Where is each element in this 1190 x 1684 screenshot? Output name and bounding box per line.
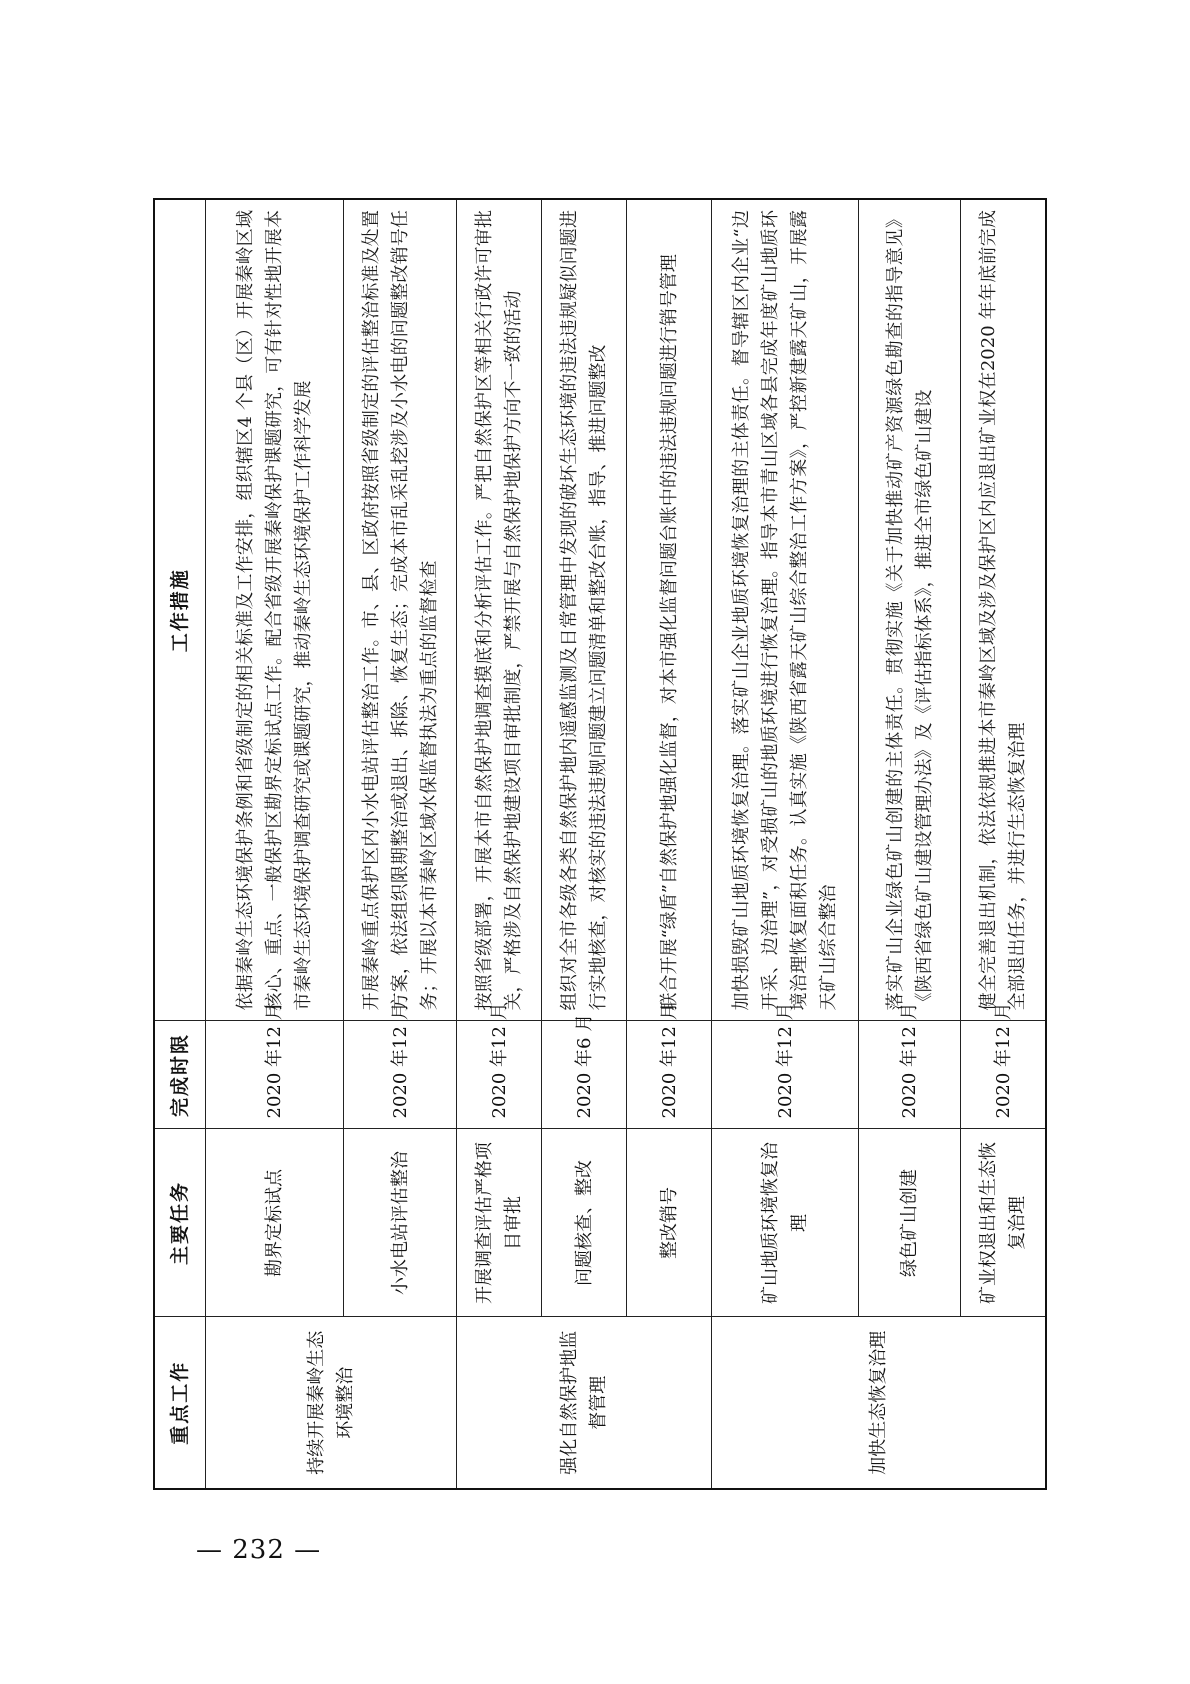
key-work-cell: 加快生态恢复治理 [712, 1317, 1046, 1489]
measure-cell: 联合开展“绿盾”自然保护地强化监督，对本市强化监督问题台账中的违法违规问题进行销号管理 [627, 199, 712, 1021]
table-row [961, 199, 1046, 1489]
header-key-work: 重点工作 [154, 1317, 206, 1489]
table-row [344, 199, 457, 1489]
rotated-table-area [153, 200, 1047, 1490]
task-cell: 开展调查评估严格项目审批 [457, 1129, 542, 1317]
deadline-cell: 2020 年12 月 [344, 1021, 457, 1129]
deadline-cell: 2020 年12 月 [627, 1021, 712, 1129]
task-cell: 矿山地质环境恢复治理 [712, 1129, 859, 1317]
deadline-cell: 2020 年12 月 [961, 1021, 1046, 1129]
table-row [457, 199, 542, 1489]
table-row [206, 199, 344, 1489]
header-task: 主要任务 [154, 1129, 206, 1317]
deadline-cell: 2020 年12 月 [859, 1021, 961, 1129]
measure-cell: 按照省级部署，开展本市自然保护地调查摸底和分析评估工作。严把自然保护区等相关行政许可审批关，严格涉及自然保护地建设项目审批制度，严禁开展与自然保护地保护方向不一致的活动 [457, 199, 542, 1021]
table-row [712, 199, 859, 1489]
measure-cell: 健全完善退出机制，依法依规推进本市秦岭区域及涉及保护区内应退出矿业权在2020 年年底前完成全部退出任务，并进行生态恢复治理 [961, 199, 1046, 1021]
header-row [154, 199, 206, 1489]
header-measures: 工作措施 [154, 199, 206, 1021]
deadline-cell: 2020 年6 月 [542, 1021, 627, 1129]
table-row [542, 199, 627, 1489]
key-work-cell: 持续开展秦岭生态环境整治 [206, 1317, 457, 1489]
table-row [627, 199, 712, 1489]
task-cell: 小水电站评估整治 [344, 1129, 457, 1317]
table-row [859, 199, 961, 1489]
header-deadline: 完成时限 [154, 1021, 206, 1129]
task-cell: 绿色矿山创建 [859, 1129, 961, 1317]
deadline-cell: 2020 年12 月 [712, 1021, 859, 1129]
measure-cell: 组织对全市各级各类自然保护地内遥感监测及日常管理中发现的破坏生态环境的违法违规疑似问题进行实地核查，对核实的违法违规问题建立问题清单和整改台账，指导、推进问题整改 [542, 199, 627, 1021]
table-header [154, 199, 206, 1489]
measure-cell: 加快损毁矿山地质环境恢复治理。落实矿山企业地质环境恢复治理的主体责任。督导辖区内企业“边开采、边治理”，对受损矿山的地质环境进行恢复治理。指导本市青山区域各县完成年度矿山地质环境治理恢复面积任务。认真实施《陕西省露天矿山综合整治工作方案》，严控新建露天矿山，开展露天矿山综合整治 [712, 199, 859, 1021]
page-number: — 232 — [196, 1535, 322, 1565]
task-cell: 勘界定标试点 [206, 1129, 344, 1317]
deadline-cell: 2020 年12 月 [206, 1021, 344, 1129]
table-body [206, 199, 1047, 1489]
task-cell: 整改销号 [627, 1129, 712, 1317]
table-rotator [153, 200, 1047, 1490]
task-cell: 问题核查、整改 [542, 1129, 627, 1317]
key-work-cell: 强化自然保护地监督管理 [457, 1317, 712, 1489]
measure-cell: 落实矿山企业绿色矿山创建的主体责任。贯彻实施《关于加快推动矿产资源绿色勘查的指导意见》《陕西省绿色矿山建设管理办法》及《评估指标体系》，推进全市绿色矿山建设 [859, 199, 961, 1021]
task-cell: 矿业权退出和生态恢复治理 [961, 1129, 1046, 1317]
measure-cell: 开展秦岭重点保护区内小水电站评估整治工作。市、县、区政府按照省级制定的评估整治标准及处置方案，依法组织限期整治或退出、拆除、恢复生态；完成本市乱采乱挖涉及小水电的问题整改销号任务；开展以本市秦岭区域水保监督执法为重点的监督检查 [344, 199, 457, 1021]
measure-cell: 依据秦岭生态环境保护条例和省级制定的相关标准及工作安排，组织辖区4 个县（区）开展秦岭区域核心、重点、一般保护区勘界定标试点工作。配合省级开展秦岭保护课题研究，可有针对性地开展本市秦岭生态环境保护调查研究或课题研究，推动秦岭生态环境保护工作科学发展 [206, 199, 344, 1021]
work-plan-table [153, 198, 1047, 1490]
deadline-cell: 2020 年12 月 [457, 1021, 542, 1129]
